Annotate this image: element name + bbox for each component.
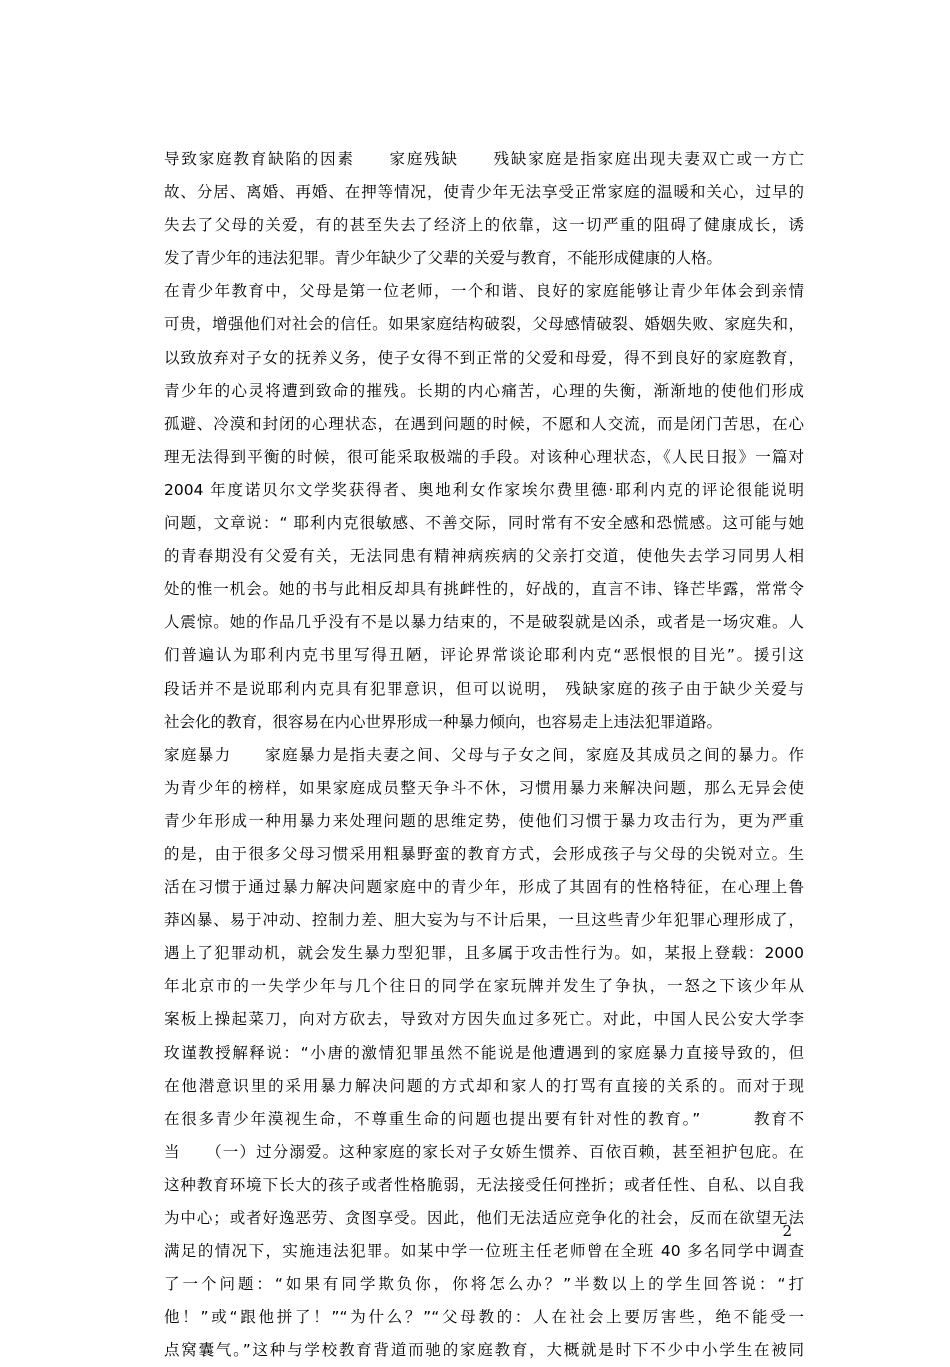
text-line: 处的惟一机会。她的书与此相反却具有挑衅性的，好战的，直言不讳、锋芒毕露，常常令 <box>164 580 804 599</box>
text-line: 青少年形成一种用暴力来处理问题的思维定势，使他们习惯于暴力攻击行为，更为严重 <box>164 811 804 830</box>
text-line: 玫谨教授解释说：“小唐的激情犯罪虽然不能说是他遭遇到的家庭暴力直接导致的，但 <box>164 1043 804 1062</box>
text-line: 理无法得到平衡的时候，很可能采取极端的手段。对该种心理状态，《人民日报》一篇对 <box>164 447 804 466</box>
text-line: 青少年的心灵将遭到致命的摧残。长期的内心痛苦，心理的失衡，渐渐地的使他们形成 <box>164 381 804 400</box>
text-line: 问题，文章说：“ 耶利内克很敏感、不善交际，同时常有不安全感和恐慌感。这可能与她 <box>164 514 804 533</box>
text-line: 导致家庭教育缺陷的因素 家庭残缺 残缺家庭是指家庭出现夫妻双亡或一方亡 <box>164 150 804 168</box>
text-line: 故、分居、离婚、再婚、在押等情况，使青少年无法享受正常家庭的温暖和关心，过早的 <box>164 183 804 202</box>
text-line: 孤避、冷漠和封闭的心理状态，在遇到问题的时候，不愿和人交流，而是闭门苦思，在心 <box>164 414 804 433</box>
text-line: 遇上了犯罪动机，就会发生暴力型犯罪，且多属于攻击性行为。如，某报上登载：2000 <box>164 944 804 963</box>
text-line: 家庭暴力 家庭暴力是指夫妻之间、父母与子女之间，家庭及其成员之间的暴力。作 <box>164 745 804 764</box>
text-line: 当 （一）过分溺爱。这种家庭的家长对子女娇生惯养、百依百赖，甚至袒护包庇。在 <box>164 1142 804 1161</box>
text-line: 莽凶暴、易于冲动、控制力差、胆大妄为与不计后果，一旦这些青少年犯罪心理形成了， <box>164 911 804 930</box>
text-line: 为青少年的榜样，如果家庭成员整天争斗不休，习惯用暴力来解决问题，那么无异会使 <box>164 778 804 797</box>
text-line: 发了青少年的违法犯罪。青少年缺少了父辈的关爱与教育，不能形成健康的人格。 <box>164 249 723 268</box>
text-line: 这种教育环境下长大的孩子或者性格脆弱，无法接受任何挫折；或者任性、自私、以自我 <box>164 1175 804 1194</box>
text-line: 们普遍认为耶利内克书里写得丑陋，评论界常谈论耶利内克“恶恨恨的目光”。援引这 <box>164 646 804 665</box>
text-line: 在他潜意识里的采用暴力解决问题的方式却和家人的打骂有直接的关系的。而对于现 <box>164 1076 804 1095</box>
text-line: 点窝囊气。”这种与学校教育背道而驰的家庭教育，大概就是时下不少中小学生在被同 <box>164 1341 804 1360</box>
text-line: 为中心；或者好逸恶劳、贪图享受。因此，他们无法适应竞争化的社会，反而在欲望无法 <box>164 1209 804 1227</box>
text-line: 可贵，增强他们对社会的信任。如果家庭结构破裂，父母感情破裂、婚姻失败、家庭失和， <box>164 315 804 334</box>
page-number: 2 <box>782 1222 792 1240</box>
body-text <box>164 143 804 1367</box>
text-line: 失去了父母的关爱，有的甚至失去了经济上的依靠，这一切严重的阻碍了健康成长，诱 <box>164 216 804 235</box>
text-line: 2004 年度诺贝尔文学奖获得者、奥地利女作家埃尔费里德·耶利内克的评论很能说明 <box>164 480 804 499</box>
text-line: 了一个问题：“如果有同学欺负你，你将怎么办？”半数以上的学生回答说：“打 <box>164 1275 804 1294</box>
text-line: 的是，由于很多父母习惯采用粗暴野蛮的教育方式，会形成孩子与父母的尖锐对立。生 <box>164 844 804 863</box>
text-line: 在很多青少年漠视生命，不尊重生命的问题也提出要有针对性的教育。” 教育不 <box>164 1109 804 1128</box>
text-line: 活在习惯于通过暴力解决问题家庭中的青少年，形成了其固有的性格特征，在心理上鲁 <box>164 878 804 897</box>
text-line: 段话并不是说耶利内克具有犯罪意识，但可以说明， 残缺家庭的孩子由于缺少关爱与 <box>164 679 804 698</box>
text-line: 社会化的教育，很容易在内心世界形成一种暴力倾向，也容易走上违法犯罪道路。 <box>164 712 723 731</box>
text-line: 满足的情况下，实施违法犯罪。如某中学一位班主任老师曾在全班 40 多名同学中调查 <box>164 1242 804 1261</box>
text-line: 人震惊。她的作品几乎没有不是以暴力结束的，不是破裂就是凶杀，或者是一场灾难。人 <box>164 613 804 632</box>
text-line: 年北京市的一失学少年与几个往日的同学在家玩牌并发生了争执，一怒之下该少年从 <box>164 977 804 996</box>
text-line: 在青少年教育中，父母是第一位老师，一个和谐、良好的家庭能够让青少年体会到亲情 <box>164 282 804 301</box>
text-line: 的青春期没有父爱有关，无法同患有精神病疾病的父亲打交道，使他失去学习同男人相 <box>164 547 804 566</box>
text-line: 案板上操起菜刀，向对方砍去，导致对方因失血过多死亡。对此，中国人民公安大学李 <box>164 1010 804 1029</box>
text-line: 以致放弃对子女的抚养义务，使子女得不到正常的父爱和母爱，得不到良好的家庭教育， <box>164 348 804 367</box>
text-line: 他！”或“跟他拼了！”“为什么？”“父母教的：人在社会上要厉害些，绝不能受一 <box>164 1308 804 1327</box>
